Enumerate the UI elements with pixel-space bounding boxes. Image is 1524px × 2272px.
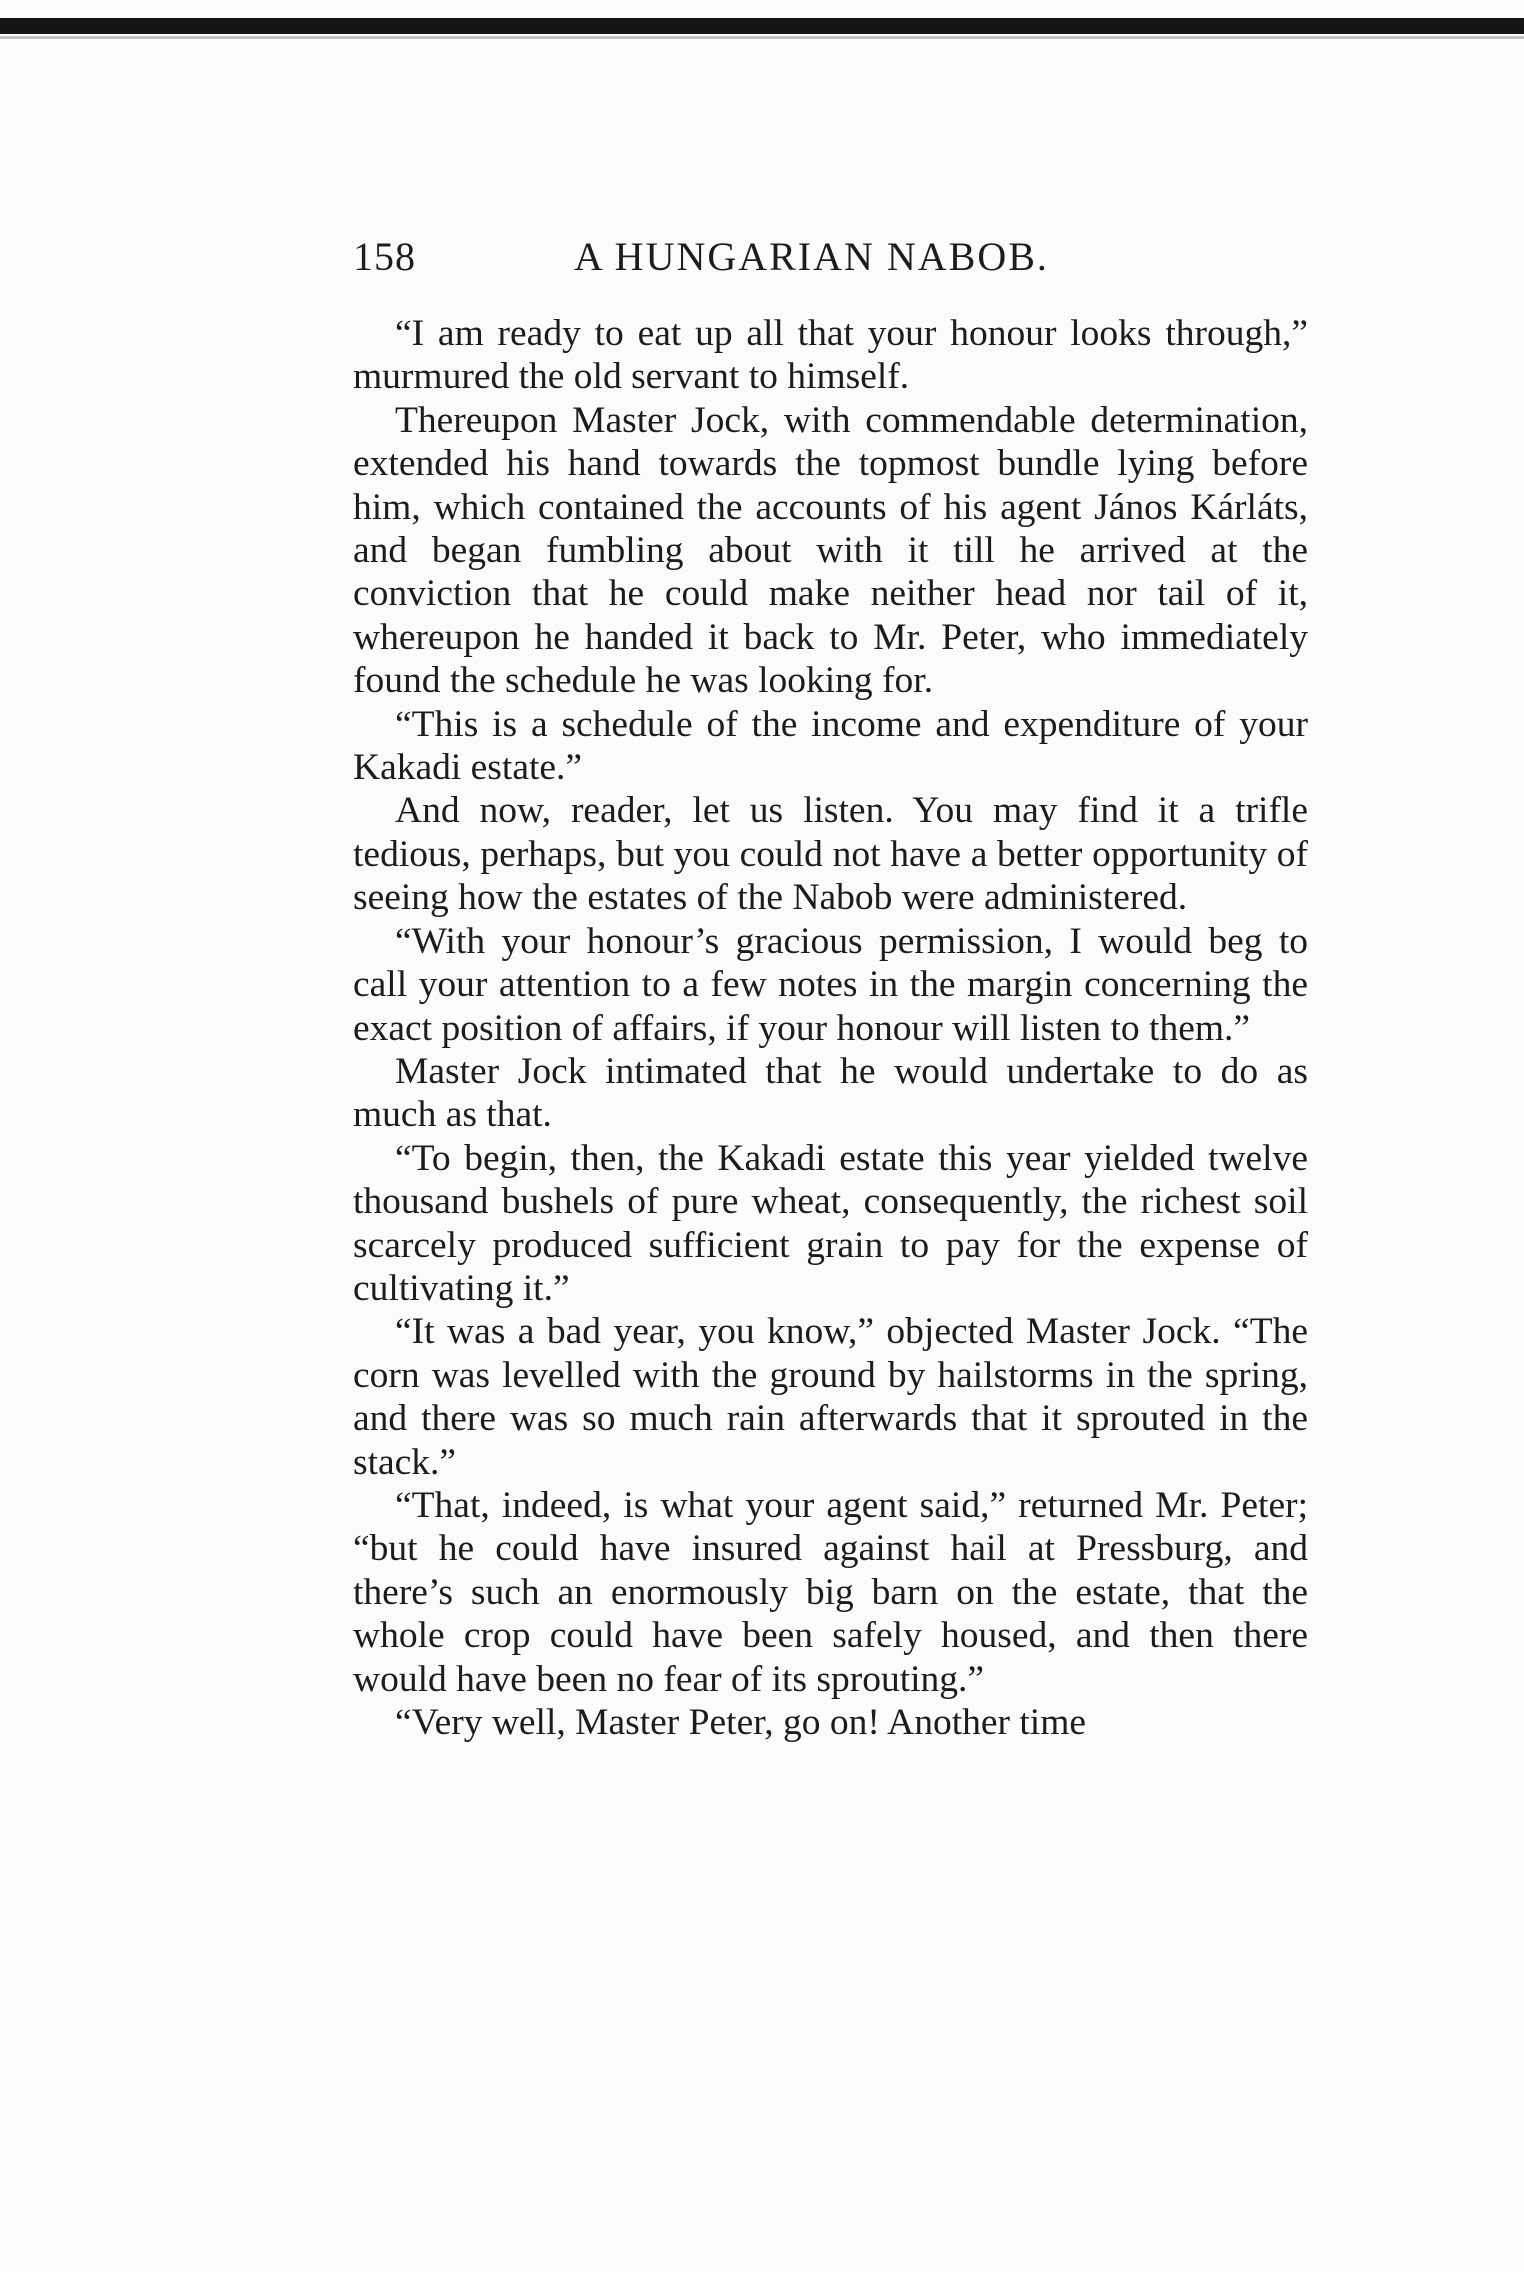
paragraph: “That, indeed, is what your agent said,” returned Mr. Peter; “but he could have insured against hail at Pressburg, and there’s such an enormously big barn on the estate, that the whole crop could have been safely housed, and then there would have been no fear of its sprouting.” (353, 1484, 1308, 1700)
paragraph: And now, reader, let us listen. You may find it a trifle tedious, perhaps, but you could not have a better opportunity of seeing how the estates of the Nabob were administered. (353, 790, 1308, 919)
page-number: 158 (353, 234, 416, 279)
paragraph: Thereupon Master Jock, with commendable determination, extended his hand towards the topmost bundle lying before him, which contained the accounts of his agent János Kárláts, and began fumbling about with it till he arrived at the conviction that he could make neither head nor tail of it, whereupon he handed it back to Mr. Peter, who immediately found the schedule he was looking for. (353, 399, 1308, 702)
top-border-rule (0, 18, 1524, 34)
top-border-shadow (0, 36, 1524, 39)
paragraph: “Very well, Master Peter, go on! Another time (395, 1702, 1087, 1743)
paragraph: Master Jock intimated that he would undertake to do as much as that. (353, 1050, 1308, 1136)
page-header (353, 232, 1313, 282)
body-text (353, 312, 1308, 1744)
paragraph: “It was a bad year, you know,” objected Master Jock. “The corn was levelled with the ground by hailstorms in the spring, and there was so much rain afterwards that it sprouted in the stack.” (353, 1311, 1308, 1483)
paragraph: “With your honour’s gracious permission, I would beg to call your attention to a few notes in the margin concerning the exact position of affairs, if your honour will listen to them.” (353, 920, 1308, 1049)
running-title: A HUNGARIAN NABOB. (574, 234, 1049, 279)
paragraph: “To begin, then, the Kakadi estate this year yielded twelve thousand bushels of pure wheat, consequently, the richest soil scarcely produced sufficient grain to pay for the expense of cultivating it.” (353, 1137, 1308, 1309)
paragraph: “This is a schedule of the income and expenditure of your Kakadi estate.” (353, 703, 1308, 789)
paragraph: “I am ready to eat up all that your honour looks through,” murmured the old servant to himself. (353, 313, 1308, 398)
